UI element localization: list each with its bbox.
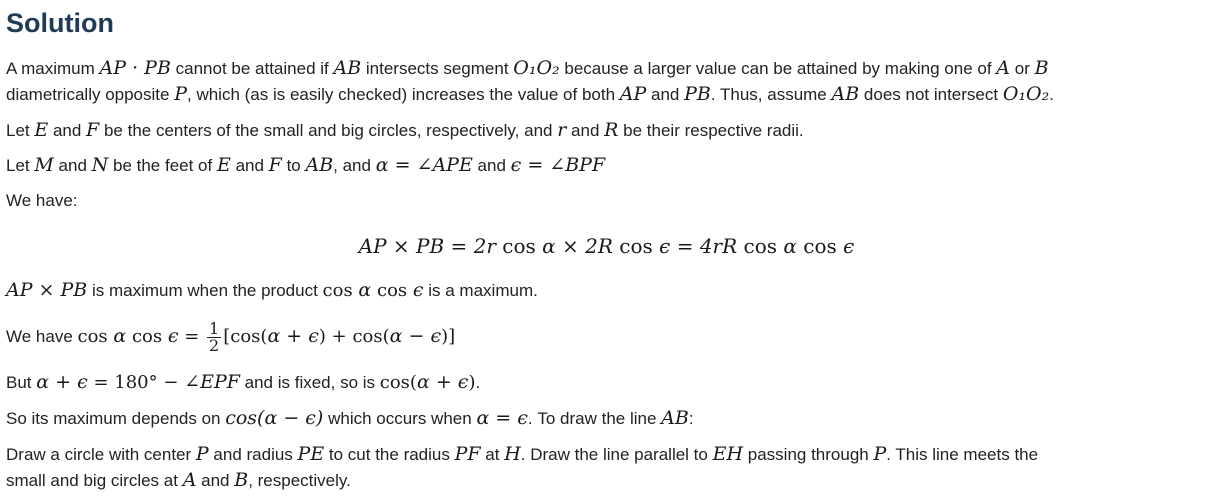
paragraph-product-identity: We have cos α cos ϵ = $\frac{1}{2}$ [cos(α + ϵ) + cos(α − ϵ)] [6, 319, 456, 356]
math-m: M [34, 154, 54, 176]
paragraph-product-maximum: AP × PB is maximum when the product cos α cos ϵ is a maximum. [6, 279, 538, 301]
paragraph-feet: Let M and N be the feet of E and F to AB, and α = ∠APE and ϵ = ∠BPF [6, 154, 606, 176]
math-alpha-angle: α = ∠APE [375, 154, 473, 176]
math-ap-pb: AP · PB [99, 57, 171, 79]
math-ab: AB [305, 154, 334, 176]
fraction-one-half: $\frac{1}{2}$ [209, 319, 220, 356]
math-ab: AB [661, 407, 689, 429]
paragraph-we-have: We have: [6, 191, 78, 210]
math-a: A [996, 57, 1011, 79]
math-r-big: R [604, 119, 619, 141]
paragraph-construction-line-2: small and big circles at A and B, respectively. [6, 469, 351, 491]
math-r-small: r [557, 119, 567, 141]
math-f: F [86, 119, 100, 141]
math-ap-times-pb: AP × PB [6, 279, 88, 301]
math-e: E [34, 119, 49, 141]
math-ap: AP [619, 83, 647, 105]
math-b: B [1034, 57, 1049, 79]
math-p: P [174, 83, 187, 105]
paragraph-maximum-line-2: diametrically opposite P, which (as is easily checked) increases the value of both AP and PB. Thus, assume AB does not intersect O₁O₂. [6, 83, 1054, 105]
paragraph-maximum-line-1: A maximum AP · PB cannot be attained if AB intersects segment O₁O₂ because a larger value can be attained by making one of A or B [6, 57, 1049, 79]
math-ab: AB [831, 83, 860, 105]
math-o1o2: O₁O₂ [513, 57, 560, 79]
math-f: F [268, 154, 282, 176]
math-ab: AB [333, 57, 362, 79]
math-n: N [91, 154, 109, 176]
paragraph-centers: Let E and F be the centers of the small and big circles, respectively, and r and R be their respective radii. [6, 119, 804, 141]
math-epsilon-angle: ϵ = ∠BPF [510, 154, 606, 176]
paragraph-fixed-sum: But α + ϵ = 180° − ∠EPF and is fixed, so is cos(α + ϵ). [6, 371, 481, 393]
math-pb: PB [684, 83, 711, 105]
paragraph-maximum-condition: So its maximum depends on cos(α − ϵ) which occurs when α = ϵ. To draw the line AB: [6, 407, 694, 429]
display-equation: AP × PB = 2r cos α × 2R cos ϵ = 4rR cos α cos ϵ [358, 234, 855, 258]
math-o1o2: O₁O₂ [1002, 83, 1050, 105]
paragraph-construction-line-1: Draw a circle with center P and radius PE to cut the radius PF at H. Draw the line parallel to EH passing through P. This line meets the [6, 443, 1039, 465]
page-title: Solution [6, 8, 114, 38]
math-e: E [216, 154, 231, 176]
